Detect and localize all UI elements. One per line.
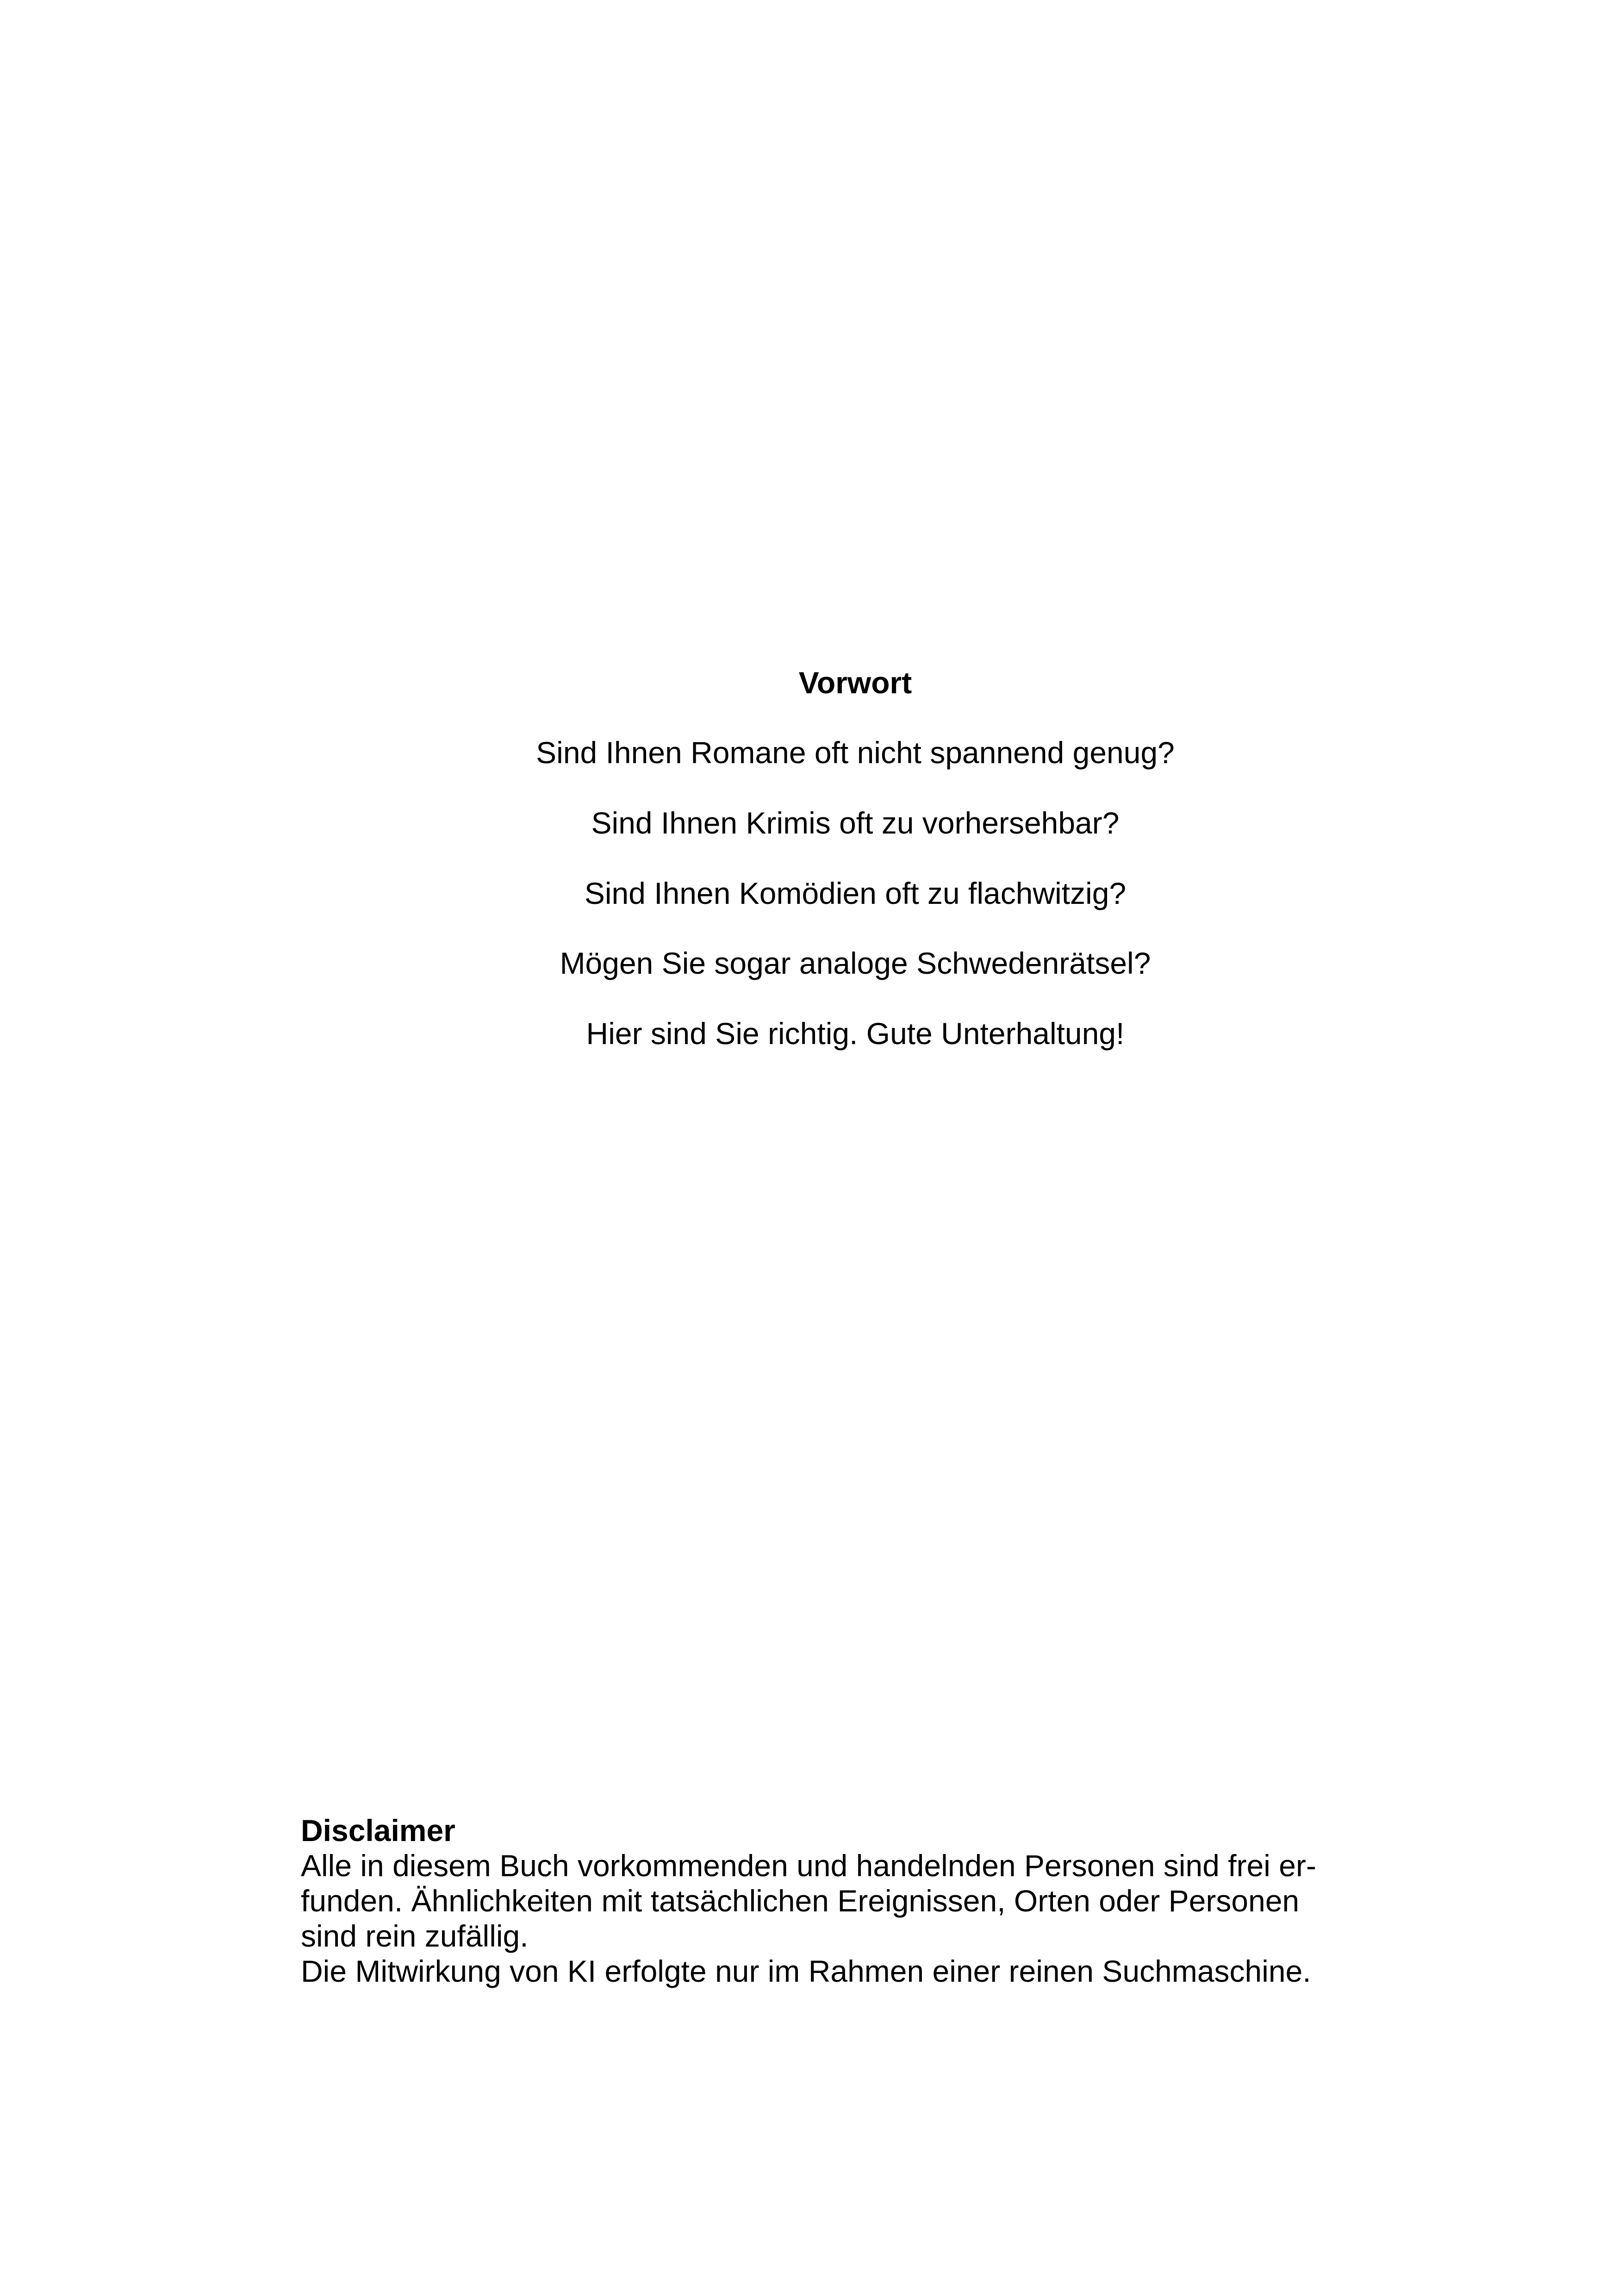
disclaimer-line: sind rein zufällig. (301, 1919, 529, 1953)
foreword-line: Hier sind Sie richtig. Gute Unterhaltung! (586, 1016, 1125, 1051)
foreword-line: Sind Ihnen Romane oft nicht spannend genug? (536, 735, 1175, 770)
disclaimer-line: funden. Ähnlichkeiten mit tatsächlichen Ereignissen, Orten oder Personen (301, 1884, 1300, 1918)
foreword-line: Mögen Sie sogar analoge Schwedenrätsel? (560, 946, 1151, 980)
disclaimer-line: Alle in diesem Buch vorkommenden und handelnden Personen sind frei er- (301, 1848, 1316, 1883)
disclaimer-title: Disclaimer (301, 1813, 455, 1848)
disclaimer-section (301, 1813, 1328, 1989)
foreword-line: Sind Ihnen Komödien oft zu flachwitzig? (584, 876, 1126, 910)
disclaimer-line: Die Mitwirkung von KI erfolgte nur im Rahmen einer reinen Suchmaschine. (301, 1954, 1311, 1988)
foreword-title: Vorwort (798, 666, 912, 700)
foreword-line: Sind Ihnen Krimis oft zu vorhersehbar? (591, 806, 1120, 840)
